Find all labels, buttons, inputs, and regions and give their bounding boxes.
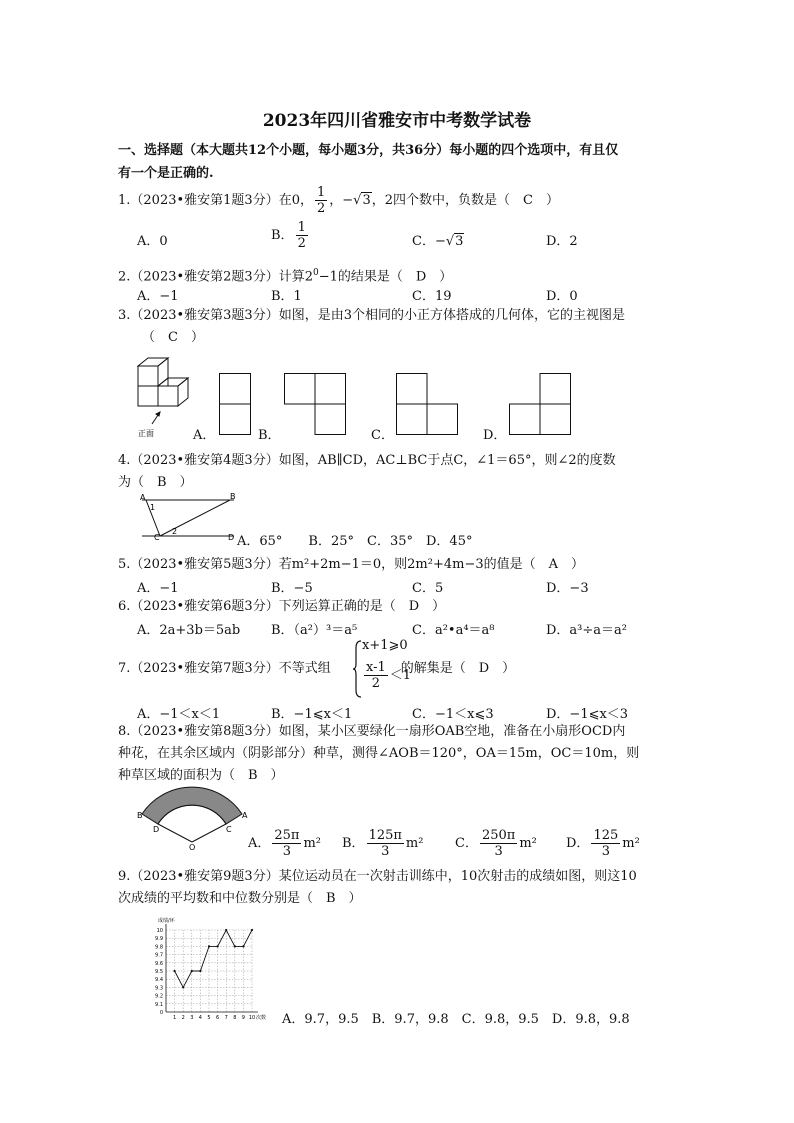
- q6-option-d[interactable]: D．a³÷a＝a²: [546, 623, 627, 638]
- q7-option-d[interactable]: D．−1⩽x＜3: [546, 707, 629, 722]
- q3-option-b[interactable]: B．: [258, 428, 281, 443]
- y-tick-label: 10: [156, 928, 163, 934]
- q4-label-angle1: 1: [150, 503, 156, 512]
- q8-label-a: A: [242, 811, 248, 820]
- question-7: 7.（2023•雅安第7题3分）不等式组 的解集是（ D ）: [118, 661, 516, 676]
- question-5: 5.（2023•雅安第5题3分）若m²+2m−1＝0，则2m²+4m−3的值是（ A ）: [118, 557, 585, 572]
- q3-option-c-figure: [396, 373, 458, 435]
- question-8: 8.（2023•雅安第8题3分）如图，某小区要绿化一扇形OAB空地，准备在小扇形OCD内 种花，在其余区域内（阴影部分）种草，测得∠AOB＝120°，OA＝15m，OC＝10m，则 种草区域的面积为（ B ）: [118, 724, 640, 783]
- q4-label-b: B: [230, 492, 236, 501]
- q4-label-c: C: [154, 533, 160, 542]
- q2-option-b[interactable]: B．1: [271, 289, 302, 304]
- q9-score-chart: [136, 912, 276, 1024]
- q7-inequality-1: x+1⩾0: [362, 638, 408, 653]
- question-9-options[interactable]: A．9.7，9.5 B．9.7，9.8 C．9.8，9.5 D．9.8，9.8: [282, 1012, 630, 1027]
- q8-label-b: B: [137, 811, 143, 820]
- y-tick-label: 9.2: [155, 993, 163, 1000]
- q5-option-a[interactable]: A．−1: [137, 581, 179, 596]
- series-line: [175, 930, 252, 987]
- data-point: [242, 945, 244, 947]
- question-4-options[interactable]: A．65° B．25° C．35° D．45°: [237, 534, 473, 549]
- q8-sector-figure: [136, 784, 248, 852]
- q1-option-a[interactable]: A．0: [137, 234, 168, 249]
- y-tick-label: 9.6: [155, 960, 163, 967]
- q1-option-c[interactable]: C．−√3: [412, 234, 464, 249]
- data-point: [251, 929, 253, 931]
- data-point: [234, 945, 236, 947]
- q7-option-c[interactable]: C．−1＜x⩽3: [412, 707, 494, 722]
- data-point: [199, 970, 201, 972]
- x-axis-title: 次数: [256, 1015, 267, 1021]
- page-title: 2023年四川省雅安市中考数学试卷: [262, 111, 532, 131]
- q8-option-a[interactable]: A． $\frac{25\pi}{3}$ m²: [248, 828, 322, 859]
- q3-option-d[interactable]: D．: [483, 428, 507, 443]
- x-tick-label: 7: [224, 1015, 228, 1021]
- q1-option-d[interactable]: D．2: [546, 234, 578, 249]
- q3-cube-figure: [134, 354, 198, 438]
- y-tick-label: 9.9: [155, 936, 163, 943]
- origin-label: 0: [159, 1010, 163, 1016]
- y-tick-label: 9.5: [155, 969, 163, 975]
- x-tick-label: 3: [190, 1015, 194, 1021]
- data-point: [217, 945, 219, 947]
- q3-option-a-figure: [219, 373, 251, 435]
- q3-option-b-figure: [284, 373, 346, 435]
- data-point: [191, 970, 193, 972]
- q8-option-d[interactable]: D． $\frac{125}{3}$ m²: [566, 828, 640, 859]
- q1-option-b[interactable]: B． $\frac{1}{2}$: [271, 220, 306, 251]
- q8-label-c: C: [226, 825, 232, 834]
- x-tick-label: 1: [173, 1015, 177, 1021]
- q7-option-b[interactable]: B．−1⩽x＜1: [271, 707, 353, 722]
- y-axis-title: 成绩/环: [158, 918, 175, 924]
- q8-option-c[interactable]: C． $\frac{250\pi}{3}$ m²: [455, 828, 537, 859]
- q6-option-a[interactable]: A．2a+3b＝5ab: [137, 623, 241, 638]
- data-point: [208, 945, 210, 947]
- q3-option-d-figure: [509, 373, 571, 435]
- x-tick-label: 8: [233, 1015, 237, 1021]
- question-1: 1.（2023•雅安第1题3分）在0， $\frac{1}{2}$ ，−√3，2四个数中，负数是（ C ）: [118, 185, 559, 216]
- q2-option-a[interactable]: A．−1: [137, 289, 179, 304]
- y-tick-label: 9.3: [155, 985, 163, 992]
- question-4: 4.（2023•雅安第4题3分）如图，AB∥CD，AC⊥BC于点C，∠1＝65°，则∠2的度数 为（ B ）: [118, 453, 616, 490]
- x-tick-label: 5: [207, 1015, 211, 1021]
- q4-label-angle2: 2: [172, 527, 178, 536]
- data-point: [182, 986, 184, 988]
- q3-option-a[interactable]: A．: [193, 428, 216, 443]
- data-point: [225, 929, 227, 931]
- section-heading: [118, 139, 678, 185]
- front-label: 正面: [138, 429, 154, 438]
- section-heading-line1: 一、选择题（本大题共12个小题，每小题3分，共36分）每小题的四个选项中，有且仅: [118, 143, 619, 158]
- q5-option-b[interactable]: B．−5: [271, 581, 313, 596]
- y-tick-label: 9.8: [155, 944, 163, 951]
- q4-label-d: D: [228, 533, 235, 542]
- q4-parallel-lines-figure: [138, 494, 238, 540]
- y-tick-label: 9.4: [155, 977, 163, 984]
- q7-inequality-2: $\frac{x-1}{2}$ ＜1: [366, 660, 412, 691]
- q5-option-c[interactable]: C．5: [412, 581, 444, 596]
- x-tick-label: 9: [241, 1015, 245, 1021]
- x-tick-label: 10: [248, 1015, 256, 1021]
- q7-brace: [352, 640, 362, 698]
- question-2: 2.（2023•雅安第2题3分）计算$2^0-1$的结果是（ D ）: [118, 268, 453, 285]
- x-tick-label: 4: [198, 1015, 202, 1021]
- x-tick-label: 2: [181, 1015, 185, 1021]
- question-3: 3.（2023•雅安第3题3分）如图，是由3个相同的小正方体搭成的几何体，它的主视图是 （ C ）: [118, 308, 625, 345]
- y-tick-label: 9.1: [155, 1001, 163, 1008]
- fraction-half: $\frac{1}{2}$: [316, 185, 326, 216]
- q3-option-c[interactable]: C．: [371, 428, 394, 443]
- section-heading-line2: 有一个是正确的.: [118, 166, 214, 181]
- y-tick-label: 9.7: [155, 952, 163, 959]
- q2-option-c[interactable]: C．19: [412, 289, 452, 304]
- q5-option-d[interactable]: D．−3: [546, 581, 589, 596]
- q2-option-d[interactable]: D．0: [546, 289, 578, 304]
- q8-label-d: D: [153, 825, 160, 834]
- q8-option-b[interactable]: B． $\frac{125\pi}{3}$ m²: [342, 828, 424, 859]
- q8-label-o: O: [189, 843, 196, 852]
- data-point: [174, 970, 176, 972]
- question-9: 9.（2023•雅安第9题3分）某位运动员在一次射击训练中，10次射击的成绩如图，则这10 次成绩的平均数和中位数分别是（ B ）: [118, 869, 637, 906]
- q6-option-b[interactable]: B．（a²）³＝a⁵: [271, 623, 358, 638]
- question-6: 6.（2023•雅安第6题3分）下列运算正确的是（ D ）: [118, 599, 446, 614]
- x-tick-label: 6: [216, 1015, 220, 1021]
- q7-option-a[interactable]: A．−1＜x＜1: [137, 707, 221, 722]
- q4-label-a: A: [140, 493, 146, 502]
- q6-option-c[interactable]: C．a²•a⁴＝a⁸: [412, 623, 495, 638]
